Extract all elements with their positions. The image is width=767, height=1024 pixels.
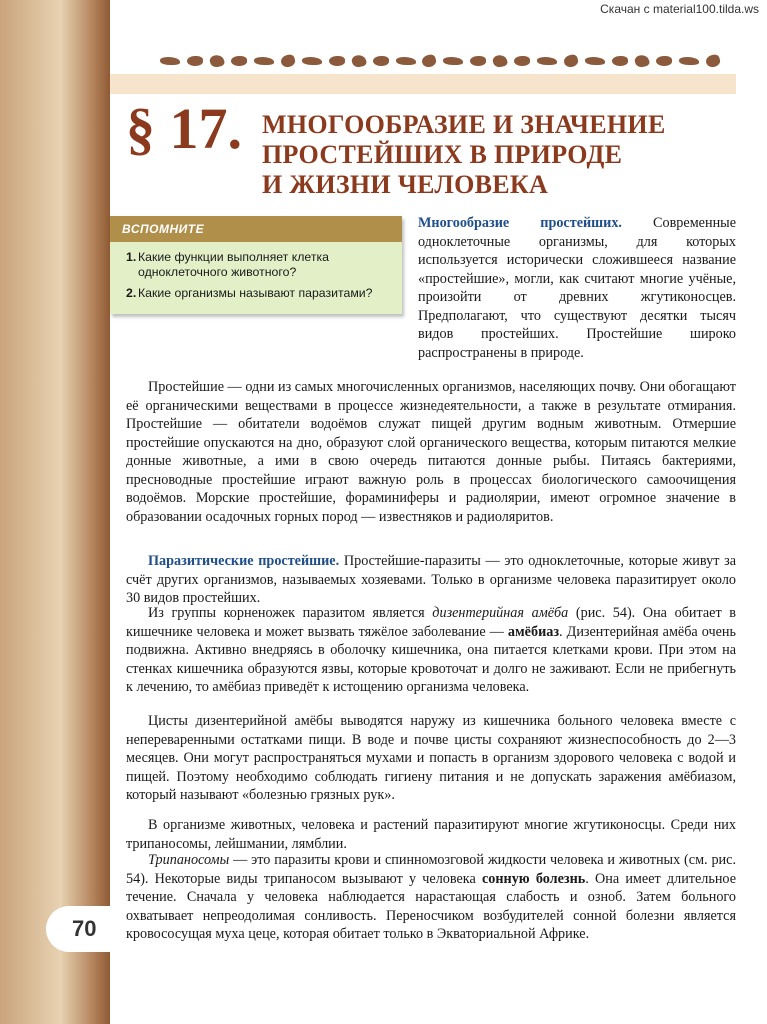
term-italic: дизентерийная амёба <box>432 605 569 621</box>
section-number: § 17. <box>126 96 242 161</box>
question-number: 1. <box>126 250 137 264</box>
source-watermark: Скачан с material100.tilda.ws <box>600 2 759 16</box>
recall-box <box>110 216 402 314</box>
title-decor-band <box>110 74 736 94</box>
term-bold: сонную болезнь <box>481 870 586 887</box>
paragraph-text: Современные одноклеточные организмы, для которых используется исторически сложившееся название «простейшие», могли, как считают многие учёные, произойти от древних жгутиконосцев. Предполагают, что существуют десятки тысяч видов простейших. Простейшие широко распространены в природе. <box>418 215 736 361</box>
section-title: МНОГООБРАЗИЕ И ЗНАЧЕНИЕ ПРОСТЕЙШИХ В ПРИРОДЕ И ЖИЗНИ ЧЕЛОВЕКА <box>262 110 666 199</box>
paragraph-ecology: Простейшие — одни из самых многочисленных организмов, населяющих почву. Они обогащают её органическими веществами в процессе жизнедеятельности, а также в результате отмирания. Простейшие — обитатели водоёмов служат пищей другим водным животным. Отмершие простейшие опускаются на дно, образуют слой органического вещества, которым питаются мелкие донные животные, а ими в свою очередь питаются донные рыбы. Питаясь бактериями, пресноводные простейшие играют важную роль в процессах биологического самоочищения водоёмов. Морские простейшие, фораминиферы и радиолярии, имеют огромное значение в образовании осадочных горных пород — известняков и радиоляритов. <box>126 379 736 525</box>
question-number: 2. <box>126 286 137 300</box>
term-bold: амёбиаз <box>507 623 560 640</box>
paragraph-parasitic-intro <box>126 552 736 608</box>
text-run: . Дизентерийная амёба очень подвижна. Активно внедряясь в оболочку кишечника, она питается клетками крови. При этом на стенках кишечника образуются язвы, которые кровоточат и долго не заживают. Если не прибегнуть к лечению, то амёбиаз приведёт к истощению организма человека. <box>126 623 736 695</box>
subheading-parasitic: Паразитические простейшие. <box>148 553 340 569</box>
question-text: Какие функции выполняет клетка одноклеточного животного? <box>138 250 329 279</box>
paragraph-flagellates: В организме животных, человека и растений паразитируют многие жгутиконосцы. Среди них трипаносомы, лейшмании, лямблии. <box>126 817 736 852</box>
animal-silhouettes-ornament <box>160 50 720 72</box>
text-run: — это паразиты крови и спинномозговой жидкости человека и животных (см. рис. 54). Некоторые виды трипаносом вызывают у человека <box>126 852 736 887</box>
page-margin-band <box>0 0 110 1024</box>
paragraph-trypanosomes <box>126 851 736 944</box>
recall-header: ВСПОМНИТЕ <box>110 216 402 242</box>
paragraph-cysts: Цисты дизентерийной амёбы выводятся наружу из кишечника больного человека вместе с непереваренными остатками пищи. В воде и почве цисты сохраняют жизнеспособность до 2—3 месяцев. Они могут распространяться мухами и попасть в организм здорового человека с водой и пищей. Поэтому необходимо соблюдать гигиену питания и не допускать заражения амёбиазом, который называют «болезнью грязных рук». <box>126 713 736 803</box>
recall-question <box>126 250 392 280</box>
question-text: Какие организмы называют паразитами? <box>138 286 373 300</box>
page-number: 70 <box>46 906 122 952</box>
term-italic: Трипаносомы <box>148 852 230 868</box>
paragraph-text: Простейшие-паразиты — это одноклеточные, которые живут за счёт других организмов, называемых хозяевами. Только в организме человека паразитирует около 30 видов простейших. <box>126 553 736 606</box>
recall-question <box>126 286 392 301</box>
text-run: . Она имеет длительное течение. Сначала у человека наблюдается нарастающая слабость и озноб. Затем больного охватывает непреодолимая сонливость. Переносчиком возбудителей сонной болезни является кровососущая муха цеце, которая обитает только в Экваториальной Африке. <box>126 870 736 942</box>
subheading-diversity: Многообразие простейших. <box>418 215 622 231</box>
text-run: (рис. 54). Она обитает в кишечнике человека и может вызвать тяжёлое заболевание — <box>126 605 736 640</box>
text-run: Из группы корненожек паразитом является <box>148 605 433 621</box>
recall-questions <box>110 242 402 301</box>
paragraph-amoeba <box>126 604 736 697</box>
paragraph-diversity-intro <box>418 214 736 362</box>
